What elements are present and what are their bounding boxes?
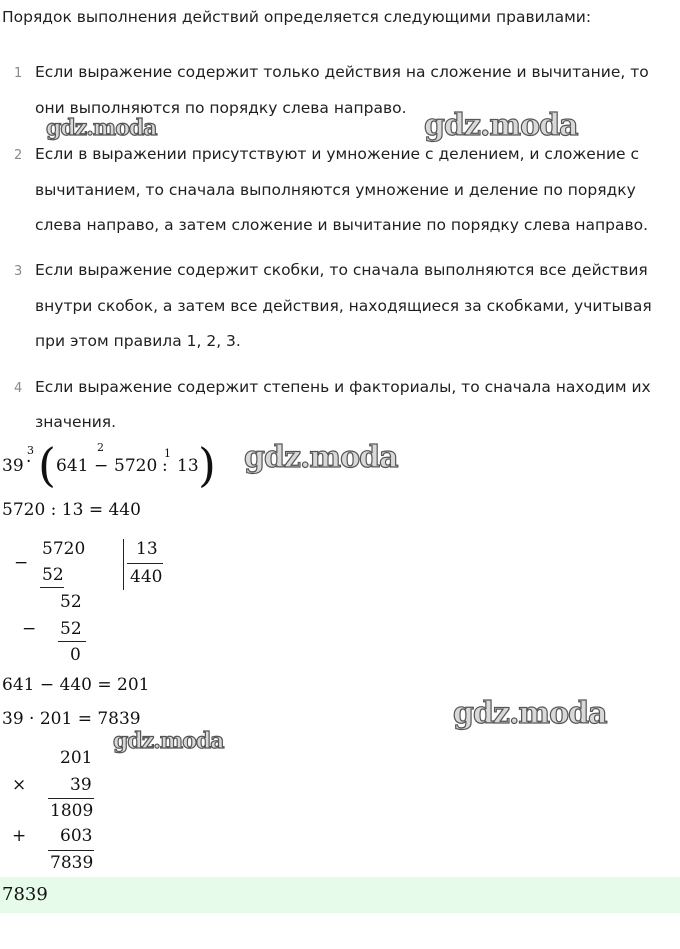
- rule-number-3: 3: [14, 264, 23, 279]
- ld-divider-bar: [123, 539, 124, 590]
- expr-term-a: 39: [2, 456, 24, 476]
- ld-remainder-1: 52: [60, 592, 82, 612]
- mul-times-sign: ×: [12, 775, 27, 795]
- watermark-logo: gdz.moda: [244, 440, 398, 475]
- rule-number-2: 2: [14, 148, 23, 163]
- mul-partial-1: 1809: [50, 801, 94, 821]
- watermark-logo: gdz.moda: [113, 728, 224, 754]
- step-division: 5720 : 13 = 440: [2, 500, 141, 520]
- answer-value: 7839: [2, 884, 48, 905]
- watermark-logo: gdz.moda: [46, 115, 157, 141]
- mul-underline-2: [48, 850, 94, 851]
- rule-1-line-1: Если выражение содержит только действия на сложение и вычитание, то: [35, 63, 649, 81]
- ld-divisor-line: [127, 563, 163, 564]
- expr-term-d: 13: [177, 456, 199, 476]
- watermark-logo: gdz.moda: [453, 696, 607, 731]
- mul-result: 7839: [50, 853, 94, 873]
- expr-minus: −: [94, 456, 109, 476]
- expr-dot: ·: [26, 452, 32, 472]
- rule-3-line-1: Если выражение содержит скобки, то сначала выполняются все действия: [35, 261, 648, 279]
- answer-box: [0, 877, 680, 913]
- ld-dividend: 5720: [42, 539, 86, 559]
- rule-number-1: 1: [14, 66, 23, 81]
- rule-2-line-2: вычитанием, то сначала выполняются умножение и деление по порядку: [35, 181, 636, 199]
- watermark-logo: gdz.moda: [424, 108, 578, 143]
- expr-order-2: 2: [97, 441, 104, 454]
- rule-1-line-2: они выполняются по порядку слева направо.: [35, 99, 407, 117]
- expr-div: :: [162, 456, 168, 476]
- intro-text: Порядок выполнения действий определяется следующими правилами:: [2, 8, 592, 26]
- ld-divisor: 13: [136, 539, 158, 559]
- rule-2-line-3: слева направо, а затем сложение и вычитание по порядку слева направо.: [35, 216, 649, 234]
- expr-close-paren: ): [198, 438, 216, 492]
- step-subtraction: 641 − 440 = 201: [2, 675, 150, 695]
- ld-underline-1: [40, 587, 64, 588]
- mul-bottom: 39: [70, 775, 92, 795]
- ld-quotient: 440: [130, 567, 163, 587]
- ld-underline-2: [58, 641, 86, 642]
- expr-term-c: 5720: [114, 456, 158, 476]
- expr-open-paren: (: [38, 438, 56, 492]
- mul-underline-1: [48, 798, 94, 799]
- rule-2-line-1: Если в выражении присутствуют и умножение с делением, и сложение с: [35, 145, 640, 163]
- rule-number-4: 4: [14, 381, 23, 396]
- rule-4-line-2: значения.: [35, 413, 117, 431]
- ld-minus-1: −: [14, 553, 29, 573]
- mul-top: 201: [60, 748, 93, 768]
- rule-3-line-3: при этом правила 1, 2, 3.: [35, 332, 241, 350]
- ld-subtrahend-2: 52: [60, 619, 82, 639]
- ld-minus-2: −: [22, 619, 37, 639]
- mul-partial-2: 603: [60, 826, 93, 846]
- step-multiplication: 39 · 201 = 7839: [2, 709, 141, 729]
- rule-3-line-2: внутри скобок, а затем все действия, находящиеся за скобками, учитывая: [35, 297, 652, 315]
- rule-4-line-1: Если выражение содержит степень и факториалы, то сначала находим их: [35, 378, 651, 396]
- mul-plus-sign: +: [12, 826, 27, 846]
- ld-subtrahend-1: 52: [42, 565, 64, 585]
- expr-order-1: 1: [164, 447, 171, 460]
- expr-order-3: 3: [27, 444, 34, 457]
- ld-remainder-2: 0: [70, 645, 81, 665]
- expr-term-b: 641: [56, 456, 89, 476]
